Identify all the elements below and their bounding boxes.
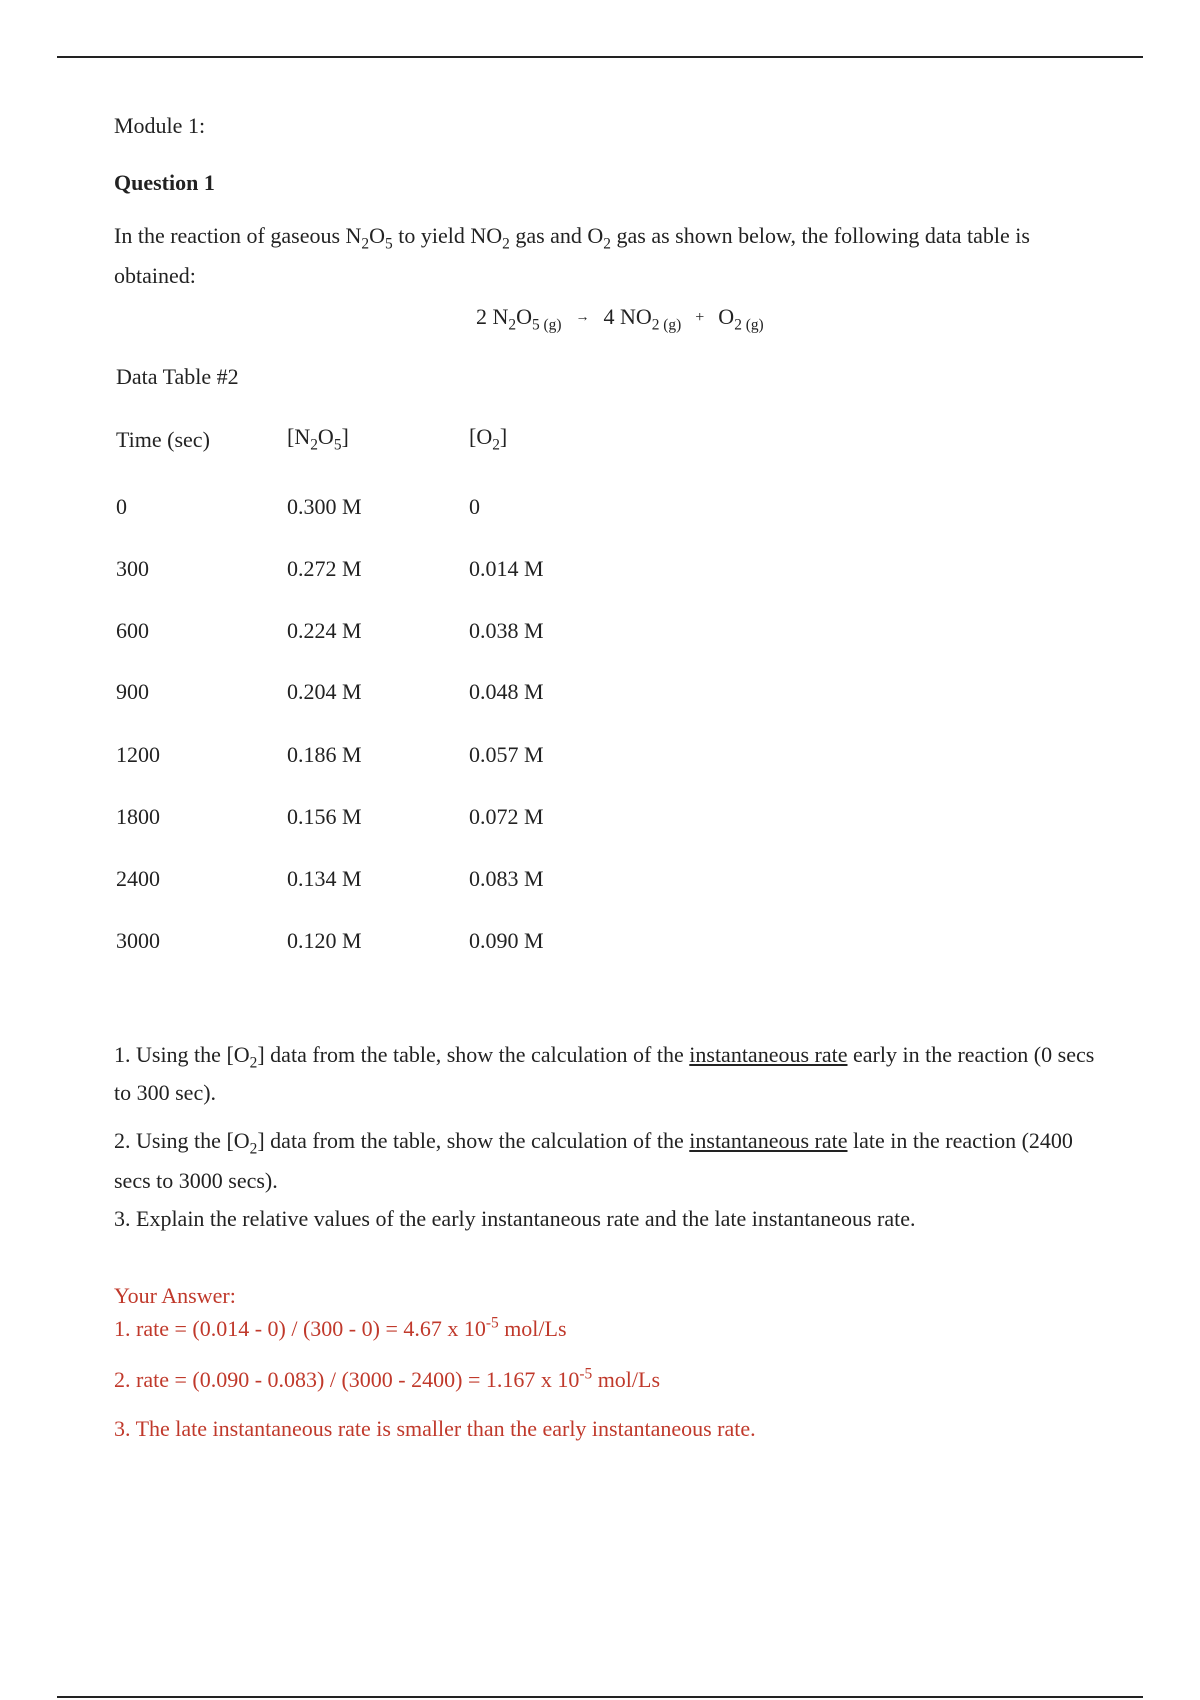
table-cell: 0.156 M (287, 804, 362, 829)
table-cell: 0 (116, 494, 127, 519)
table-cell: 0.038 M (469, 618, 544, 643)
table-cell: 1200 (116, 742, 160, 767)
table-cell: 1800 (116, 804, 160, 829)
table-cell: 0.090 M (469, 928, 544, 953)
table-cell: 0.083 M (469, 866, 544, 891)
table-cell: 2400 (116, 866, 160, 891)
question-title: Question 1 (114, 170, 215, 195)
reaction-equation: 2 $N_2O_{5 (g)} \to 4$ $NO_{2 (g)} + O_{2 (g)}$ (476, 304, 764, 334)
table-cell: 0.014 M (469, 556, 544, 581)
table-cell: 0.224 M (287, 618, 362, 643)
table-cell: 0.300 M (287, 494, 362, 519)
table-cell: 3000 (116, 928, 160, 953)
question-item-1: 1. Using the $[O_2]$ data from the table, show the calculation of the instantaneous rate early in the reaction (0 secs to 300 sec). (114, 1042, 1095, 1105)
answer-2: 2. rate = (0.090 - 0.083) / (3000 - 2400) = 1.167 x $10^{-5}$ mol/Ls (114, 1365, 661, 1392)
table-cell: 0.186 M (287, 742, 362, 767)
question-intro: In the reaction of gaseous $N_2O_5$ to yield $NO_2$ gas and $O_2$ gas as shown below, the following data table is obtained: (114, 223, 1030, 288)
header-n2o5: $[N_2O_5]$ (287, 424, 349, 454)
table-cell: 0.204 M (287, 679, 362, 704)
answer-1: 1. rate = (0.014 - 0) / (300 - 0) = 4.67 x $10^{-5}$ mol/Ls (114, 1314, 567, 1341)
module-title: Module 1: (114, 113, 206, 138)
table-cell: 0.134 M (287, 866, 362, 891)
answer-3: 3. The late instantaneous rate is smaller than the early instantaneous rate. (114, 1416, 756, 1441)
table-cell: 900 (116, 679, 149, 704)
table-cell: 0.072 M (469, 804, 544, 829)
table-cell: 0.120 M (287, 928, 362, 953)
table-title: Data Table #2 (116, 364, 239, 389)
table-cell: 0 (469, 494, 480, 519)
table-cell: 600 (116, 618, 149, 643)
answer-label: Your Answer: (114, 1283, 236, 1308)
table-cell: 0.272 M (287, 556, 362, 581)
top-rule (57, 56, 1143, 58)
bottom-rule (57, 1696, 1143, 1698)
header-o2: $[O_2]$ (469, 424, 508, 454)
table-cell: 0.057 M (469, 742, 544, 767)
table-cell: 300 (116, 556, 149, 581)
question-item-2: 2. Using the $[O_2]$ data from the table, show the calculation of the instantaneous rate late in the reaction (2400 secs to 3000 secs). (114, 1128, 1073, 1193)
arrow-icon: → (575, 310, 590, 325)
header-time: Time (sec) (116, 427, 210, 452)
question-item-3: 3. Explain the relative values of the early instantaneous rate and the late instantaneous rate. (114, 1206, 916, 1231)
table-cell: 0.048 M (469, 679, 544, 704)
